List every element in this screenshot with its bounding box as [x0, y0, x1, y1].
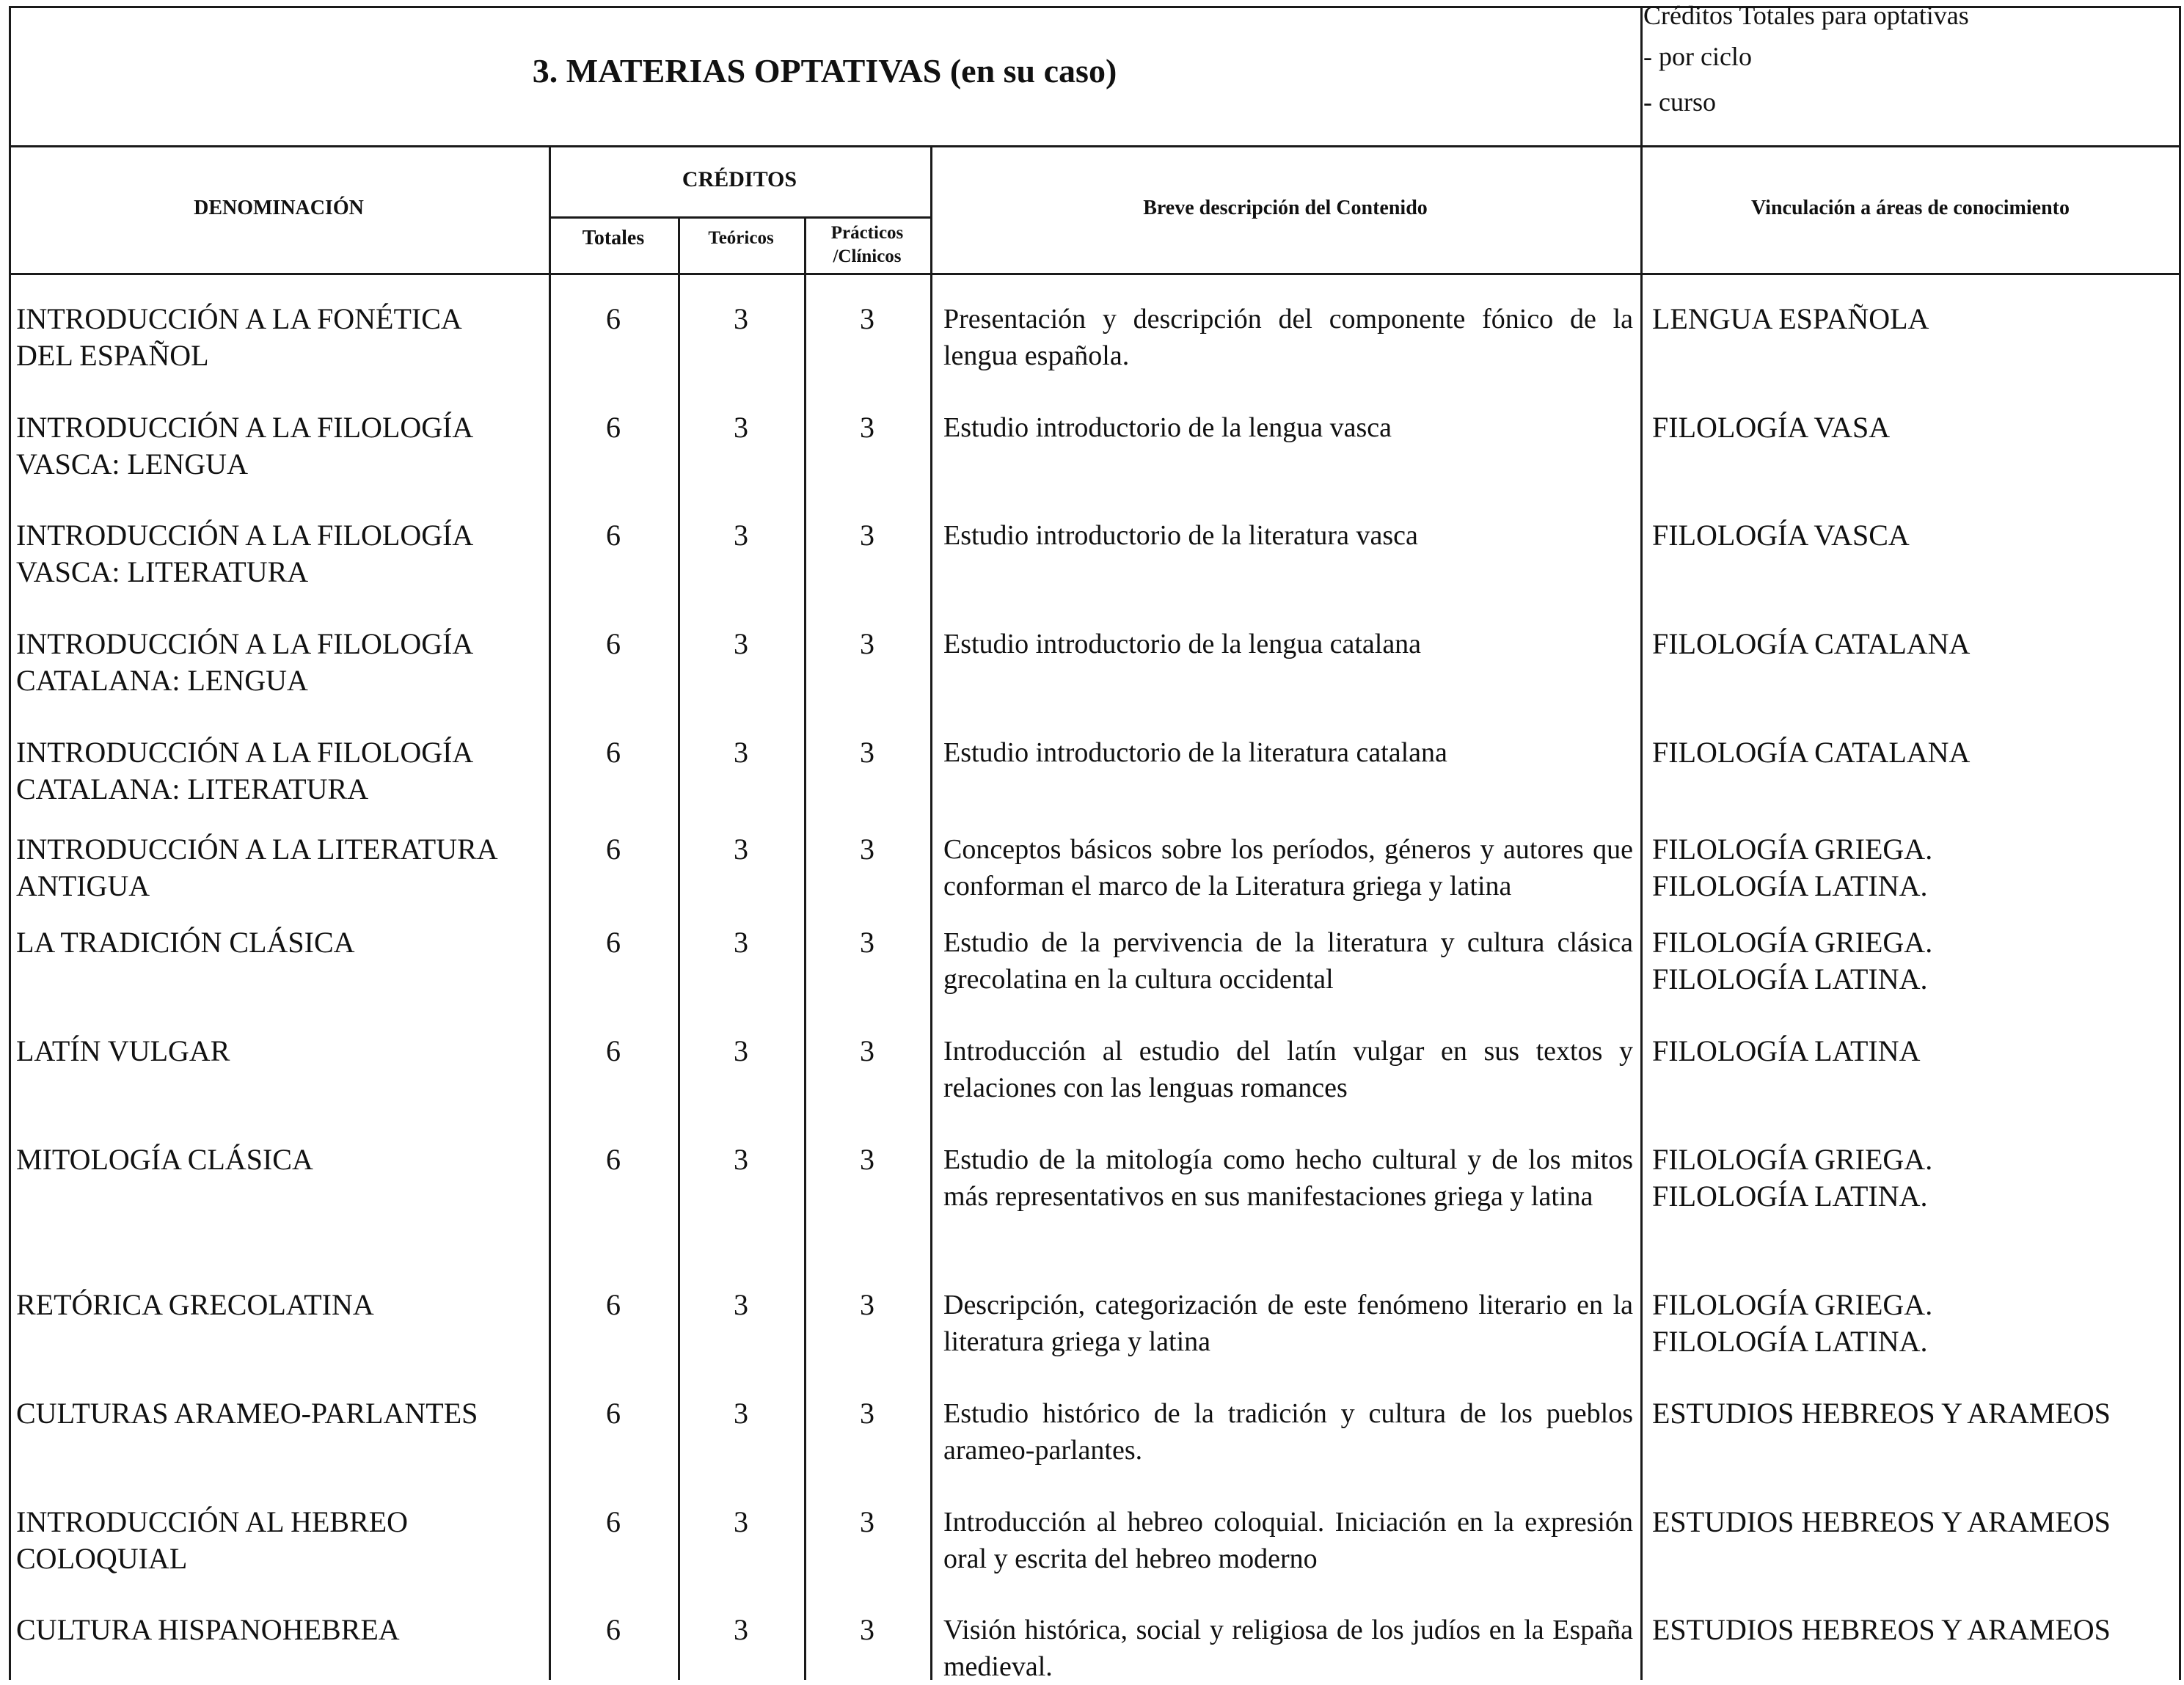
row-totales: 6 [606, 302, 621, 335]
page-title: 3. MATERIAS OPTATIVAS (en su caso) [532, 52, 1117, 89]
header-totales: Totales [582, 227, 645, 249]
row-denominacion: LATÍN VULGAR [16, 1034, 230, 1067]
header-practicos [804, 222, 930, 268]
row-teoricos: 3 [734, 1288, 748, 1321]
row-descripcion: Descripción, categorización de este fenómeno literario en la literatura griega y latina [943, 1290, 1633, 1357]
title-bottom-border [9, 145, 2180, 147]
row-vinculacion: ESTUDIOS HEBREOS Y ARAMEOS [1652, 1397, 2111, 1430]
header-practicos-line-1: Prácticos [830, 223, 904, 243]
row-descripcion: Presentación y descripción del componente fónico de la lengua española. [943, 304, 1633, 371]
credits-box-line-2: - por ciclo [1643, 42, 1752, 71]
row-totales: 6 [606, 1288, 621, 1321]
row-denominacion: CULTURA HISPANOHEBREA [16, 1613, 400, 1646]
credits-box-line-1: Créditos Totales para optativas [1643, 1, 1969, 30]
header-vinculacion: Vinculación a áreas de conocimiento [1751, 197, 2070, 219]
row-vinculacion: FILOLOGÍA CATALANA [1652, 736, 1971, 769]
title-right-divider [1640, 6, 1643, 147]
header-bottom-border [9, 273, 2180, 275]
row-teoricos: 3 [734, 736, 748, 769]
row-totales: 6 [606, 1505, 621, 1538]
row-practicos: 3 [860, 1613, 874, 1646]
row-vinculacion: FILOLOGÍA GRIEGA. FILOLOGÍA LATINA. [1652, 926, 1933, 995]
row-practicos: 3 [860, 1143, 874, 1176]
row-teoricos: 3 [734, 1505, 748, 1538]
row-vinculacion: FILOLOGÍA LATINA [1652, 1034, 1921, 1067]
outer-right-border [2179, 6, 2181, 1680]
row-practicos: 3 [860, 736, 874, 769]
row-practicos: 3 [860, 1288, 874, 1321]
row-teoricos: 3 [734, 519, 748, 552]
header-practicos-line-2: /Clínicos [833, 246, 902, 266]
row-practicos: 3 [860, 1505, 874, 1538]
row-vinculacion: FILOLOGÍA GRIEGA. FILOLOGÍA LATINA. [1652, 1143, 1933, 1213]
row-descripcion: Estudio de la mitología como hecho cultural y de los mitos más representativos en sus manifestaciones griega y latina [943, 1144, 1633, 1212]
row-descripcion: Conceptos básicos sobre los períodos, géneros y autores que conforman el marco de la Literatura griega y latina [943, 834, 1633, 902]
row-teoricos: 3 [734, 411, 748, 444]
row-denominacion: RETÓRICA GRECOLATINA [16, 1288, 374, 1321]
row-practicos: 3 [860, 926, 874, 959]
col-divider-4 [930, 145, 932, 1680]
credits-box-line-3: - curso [1643, 87, 1716, 117]
row-totales: 6 [606, 1034, 621, 1067]
row-descripcion: Introducción al hebreo coloquial. Iniciación en la expresión oral y escrita del hebreo moderno [943, 1507, 1633, 1574]
row-totales: 6 [606, 519, 621, 552]
row-teoricos: 3 [734, 833, 748, 866]
row-denominacion: INTRODUCCIÓN AL HEBREO COLOQUIAL [16, 1505, 409, 1575]
row-totales: 6 [606, 1143, 621, 1176]
row-teoricos: 3 [734, 1397, 748, 1430]
row-denominacion: INTRODUCCIÓN A LA FILOLOGÍA VASCA: LITERATURA [16, 519, 474, 588]
row-denominacion: CULTURAS ARAMEO-PARLANTES [16, 1397, 478, 1430]
row-teoricos: 3 [734, 1613, 748, 1646]
row-descripcion: Estudio introductorio de la lengua vasca [943, 412, 1392, 443]
row-descripcion: Estudio introductorio de la lengua catalana [943, 629, 1422, 659]
row-practicos: 3 [860, 833, 874, 866]
row-totales: 6 [606, 627, 621, 660]
creditos-subheader-border [549, 216, 932, 219]
row-totales: 6 [606, 411, 621, 444]
row-practicos: 3 [860, 627, 874, 660]
row-totales: 6 [606, 926, 621, 959]
row-vinculacion: FILOLOGÍA VASCA [1652, 519, 1910, 552]
col-divider-5 [1640, 145, 1643, 1680]
row-descripcion: Estudio de la pervivencia de la literatura y cultura clásica grecolatina en la cultura occidental [943, 927, 1633, 995]
row-descripcion: Estudio introductorio de la literatura vasca [943, 520, 1418, 551]
outer-left-border [9, 6, 11, 1680]
row-totales: 6 [606, 1613, 621, 1646]
row-denominacion: LA TRADICIÓN CLÁSICA [16, 926, 355, 959]
row-descripcion: Estudio histórico de la tradición y cultura de los pueblos arameo-parlantes. [943, 1398, 1633, 1466]
row-teoricos: 3 [734, 627, 748, 660]
header-teoricos: Teóricos [708, 228, 774, 248]
row-vinculacion: FILOLOGÍA GRIEGA. FILOLOGÍA LATINA. [1652, 833, 1933, 902]
row-teoricos: 3 [734, 1034, 748, 1067]
row-vinculacion: FILOLOGÍA CATALANA [1652, 627, 1971, 660]
row-practicos: 3 [860, 302, 874, 335]
row-vinculacion: LENGUA ESPAÑOLA [1652, 302, 1929, 335]
row-vinculacion: ESTUDIOS HEBREOS Y ARAMEOS [1652, 1613, 2111, 1646]
row-totales: 6 [606, 1397, 621, 1430]
row-practicos: 3 [860, 519, 874, 552]
row-denominacion: INTRODUCCIÓN A LA FONÉTICA DEL ESPAÑOL [16, 302, 462, 372]
row-denominacion: INTRODUCCIÓN A LA FILOLOGÍA CATALANA: LITERATURA [16, 736, 474, 805]
row-denominacion: MITOLOGÍA CLÁSICA [16, 1143, 313, 1176]
row-vinculacion: FILOLOGÍA VASA [1652, 411, 1891, 444]
row-descripcion: Estudio introductorio de la literatura catalana [943, 737, 1447, 768]
col-divider-1 [549, 145, 551, 1680]
row-practicos: 3 [860, 1034, 874, 1067]
row-totales: 6 [606, 833, 621, 866]
row-denominacion: INTRODUCCIÓN A LA LITERATURA ANTIGUA [16, 833, 498, 902]
header-creditos: CRÉDITOS [682, 167, 797, 191]
row-teoricos: 3 [734, 926, 748, 959]
row-vinculacion: FILOLOGÍA GRIEGA. FILOLOGÍA LATINA. [1652, 1288, 1933, 1358]
row-teoricos: 3 [734, 1143, 748, 1176]
header-denominacion: DENOMINACIÓN [194, 197, 364, 219]
header-descripcion: Breve descripción del Contenido [1143, 197, 1428, 219]
row-practicos: 3 [860, 411, 874, 444]
row-vinculacion: ESTUDIOS HEBREOS Y ARAMEOS [1652, 1505, 2111, 1538]
row-denominacion: INTRODUCCIÓN A LA FILOLOGÍA CATALANA: LENGUA [16, 627, 474, 697]
row-descripcion: Visión histórica, social y religiosa de los judíos en la España medieval. [943, 1615, 1633, 1682]
row-practicos: 3 [860, 1397, 874, 1430]
row-descripcion: Introducción al estudio del latín vulgar en sus textos y relaciones con las lenguas romances [943, 1036, 1633, 1103]
row-totales: 6 [606, 736, 621, 769]
row-teoricos: 3 [734, 302, 748, 335]
row-denominacion: INTRODUCCIÓN A LA FILOLOGÍA VASCA: LENGUA [16, 411, 474, 480]
